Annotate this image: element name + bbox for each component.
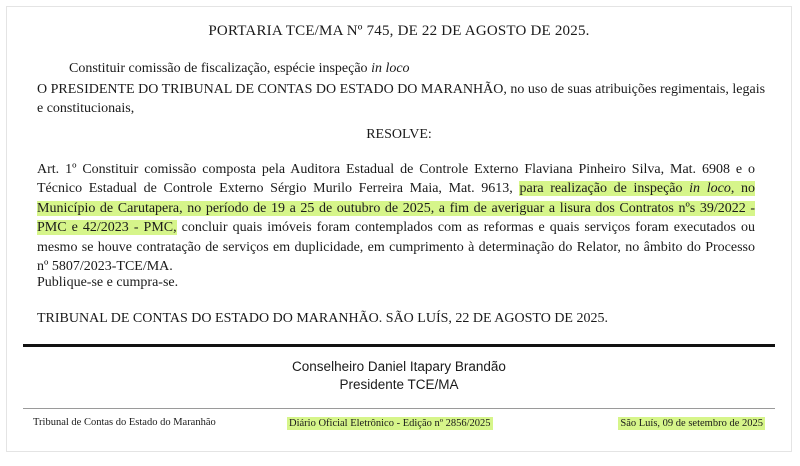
- article-1: [37, 160, 755, 276]
- article-text-part2: concluir quais imóveis foram contemplados com as reformas e quais serviços foram executados ou mesmo se houve contratação de serviços em duplicidade, em cumprimento à determinação do Relator, no âmbito do Processo nº 5807/2023-TCE/MA.: [37, 220, 756, 275]
- footer-divider: [23, 408, 775, 409]
- article-text-part1: Art. 1º Constituir comissão composta pela Auditora Estadual de Controle Externo Flaviana Pinheiro Silva, Mat. 6908 e o Técnico Estadual de Controle Externo Sérgio Murilo Ferreira Maia, Mat. 9613,: [37, 162, 755, 197]
- article-highlight-italic: in loco: [689, 181, 731, 197]
- signoff-line: TRIBUNAL DE CONTAS DO ESTADO DO MARANHÃO. SÃO LUÍS, 22 DE AGOSTO DE 2025.: [37, 311, 608, 326]
- resolve-heading: RESOLVE:: [366, 127, 432, 142]
- publique-line: Publique-se e cumpra-se.: [37, 275, 179, 290]
- footer-institution: Tribunal de Contas do Estado do Maranhão: [33, 417, 216, 428]
- preamble: O PRESIDENTE DO TRIBUNAL DE CONTAS DO ESTADO DO MARANHÃO, no uso de suas atribuições regimentais, legais e constitucionais,: [37, 82, 766, 116]
- signature-name: Conselheiro Daniel Itapary Brandão: [292, 359, 506, 374]
- ementa: [69, 61, 410, 77]
- article-highlight-text-a: para realização de inspeção: [519, 181, 683, 197]
- signature-block: [7, 358, 791, 394]
- document-page: [6, 6, 792, 452]
- divider-rule: [23, 344, 775, 347]
- ementa-text: Constituir comissão de fiscalização, espécie inspeção: [69, 61, 368, 76]
- signature-role: Presidente TCE/MA: [339, 377, 459, 392]
- footer-date: São Luís, 09 de setembro de 2025: [620, 418, 763, 429]
- ementa-italic: in loco: [371, 61, 410, 76]
- footer-edition: Diário Oficial Eletrônico - Edição nº 2856/2025: [289, 418, 491, 429]
- article-highlight-text-b: , no Município de Carutapera, no período de 19 a 25 de outubro de 2025, a fim de averiguar a lisura dos Contratos nºs 39/2022 - PMC e 42/2023 - PMC,: [37, 181, 756, 236]
- page-title: PORTARIA TCE/MA Nº 745, DE 22 DE AGOSTO DE 2025.: [208, 23, 590, 39]
